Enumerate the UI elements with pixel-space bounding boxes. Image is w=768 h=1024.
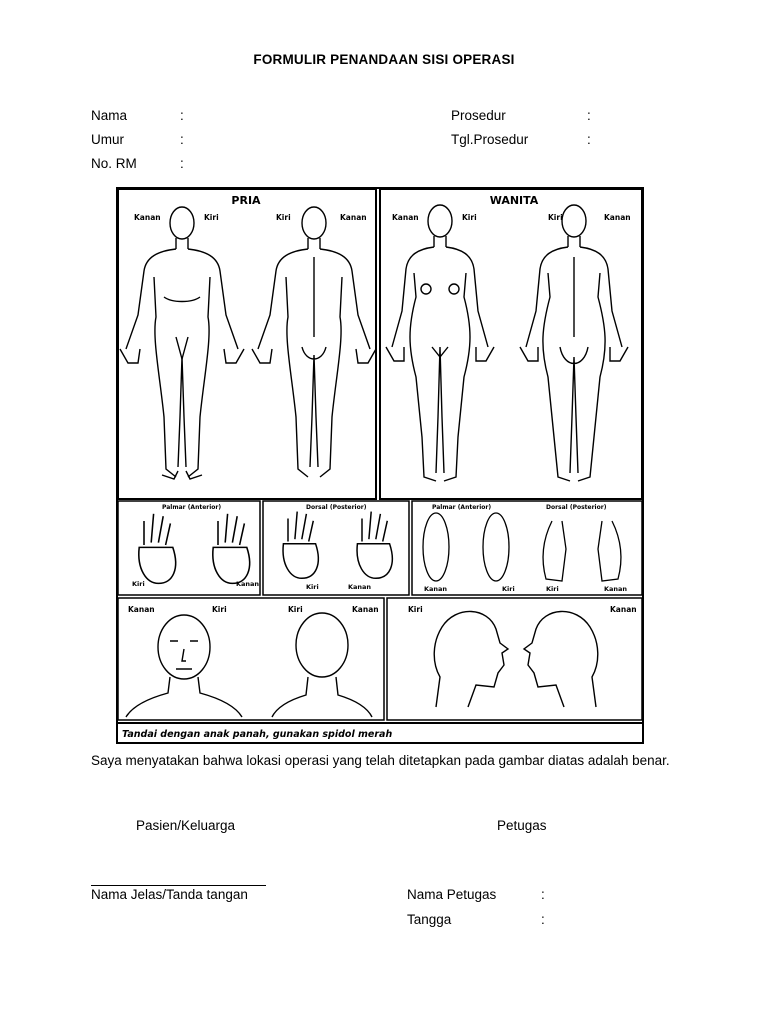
body-marking-diagram	[116, 187, 644, 744]
label-pria: PRIA	[231, 194, 261, 207]
form-title: FORMULIR PENANDAAN SISI OPERASI	[253, 52, 515, 67]
label-wanita: WANITA	[489, 194, 539, 207]
marking-instruction: Tandai dengan anak panah, gunakan spidol merah	[122, 729, 393, 740]
field-label-prosedur: Prosedur	[451, 108, 506, 123]
field-label-tgl-prosedur: Tgl.Prosedur	[451, 132, 529, 147]
field-label-umur: Umur	[91, 132, 124, 147]
field-sep-nama: :	[180, 108, 184, 123]
label-kiri: Kiri	[276, 213, 291, 222]
field-label-no-rm: No. RM	[91, 156, 137, 171]
label-kiri: Kiri	[546, 585, 559, 593]
field-sep-tgl-prosedur: :	[587, 132, 591, 147]
label-kanan: Kanan	[604, 585, 628, 593]
staff-name-sep: :	[541, 887, 545, 902]
label-kanan: Kanan	[610, 605, 637, 614]
label-kiri: Kiri	[288, 605, 303, 614]
staff-label: Petugas	[497, 818, 547, 833]
consent-statement: Saya menyatakan bahwa lokasi operasi yang telah ditetapkan pada gambar diatas adalah benar.	[91, 753, 670, 768]
label-kiri: Kiri	[462, 213, 477, 222]
label-kiri: Kiri	[502, 585, 515, 593]
field-sep-no-rm: :	[180, 156, 184, 171]
field-sep-umur: :	[180, 132, 184, 147]
label-kanan: Kanan	[352, 605, 379, 614]
patient-family-label: Pasien/Keluarga	[136, 818, 236, 833]
patient-name-signature-label: Nama Jelas/Tanda tangan	[91, 887, 248, 902]
label-kiri: Kiri	[548, 213, 563, 222]
label-kanan: Kanan	[348, 583, 372, 591]
staff-date-sep: :	[541, 912, 545, 927]
label-kanan: Kanan	[134, 213, 161, 222]
label-kanan: Kanan	[236, 580, 260, 588]
label-dorsal-feet: Dorsal (Posterior)	[546, 504, 607, 511]
staff-name-label: Nama Petugas	[407, 887, 497, 902]
label-dorsal-hands: Dorsal (Posterior)	[306, 504, 367, 511]
label-kiri: Kiri	[132, 580, 145, 588]
signature-line	[91, 885, 266, 886]
label-kanan: Kanan	[392, 213, 419, 222]
label-kiri: Kiri	[204, 213, 219, 222]
label-kiri: Kiri	[212, 605, 227, 614]
field-sep-prosedur: :	[587, 108, 591, 123]
label-palmar-hands: Palmar (Anterior)	[162, 504, 222, 511]
label-kanan: Kanan	[604, 213, 631, 222]
label-palmar-feet: Palmar (Anterior)	[432, 504, 492, 511]
label-kanan: Kanan	[128, 605, 155, 614]
label-kanan: Kanan	[340, 213, 367, 222]
label-kanan: Kanan	[424, 585, 448, 593]
staff-date-label: Tangga	[407, 912, 452, 927]
label-kiri: Kiri	[306, 583, 319, 591]
field-label-nama: Nama	[91, 108, 128, 123]
label-kiri: Kiri	[408, 605, 423, 614]
